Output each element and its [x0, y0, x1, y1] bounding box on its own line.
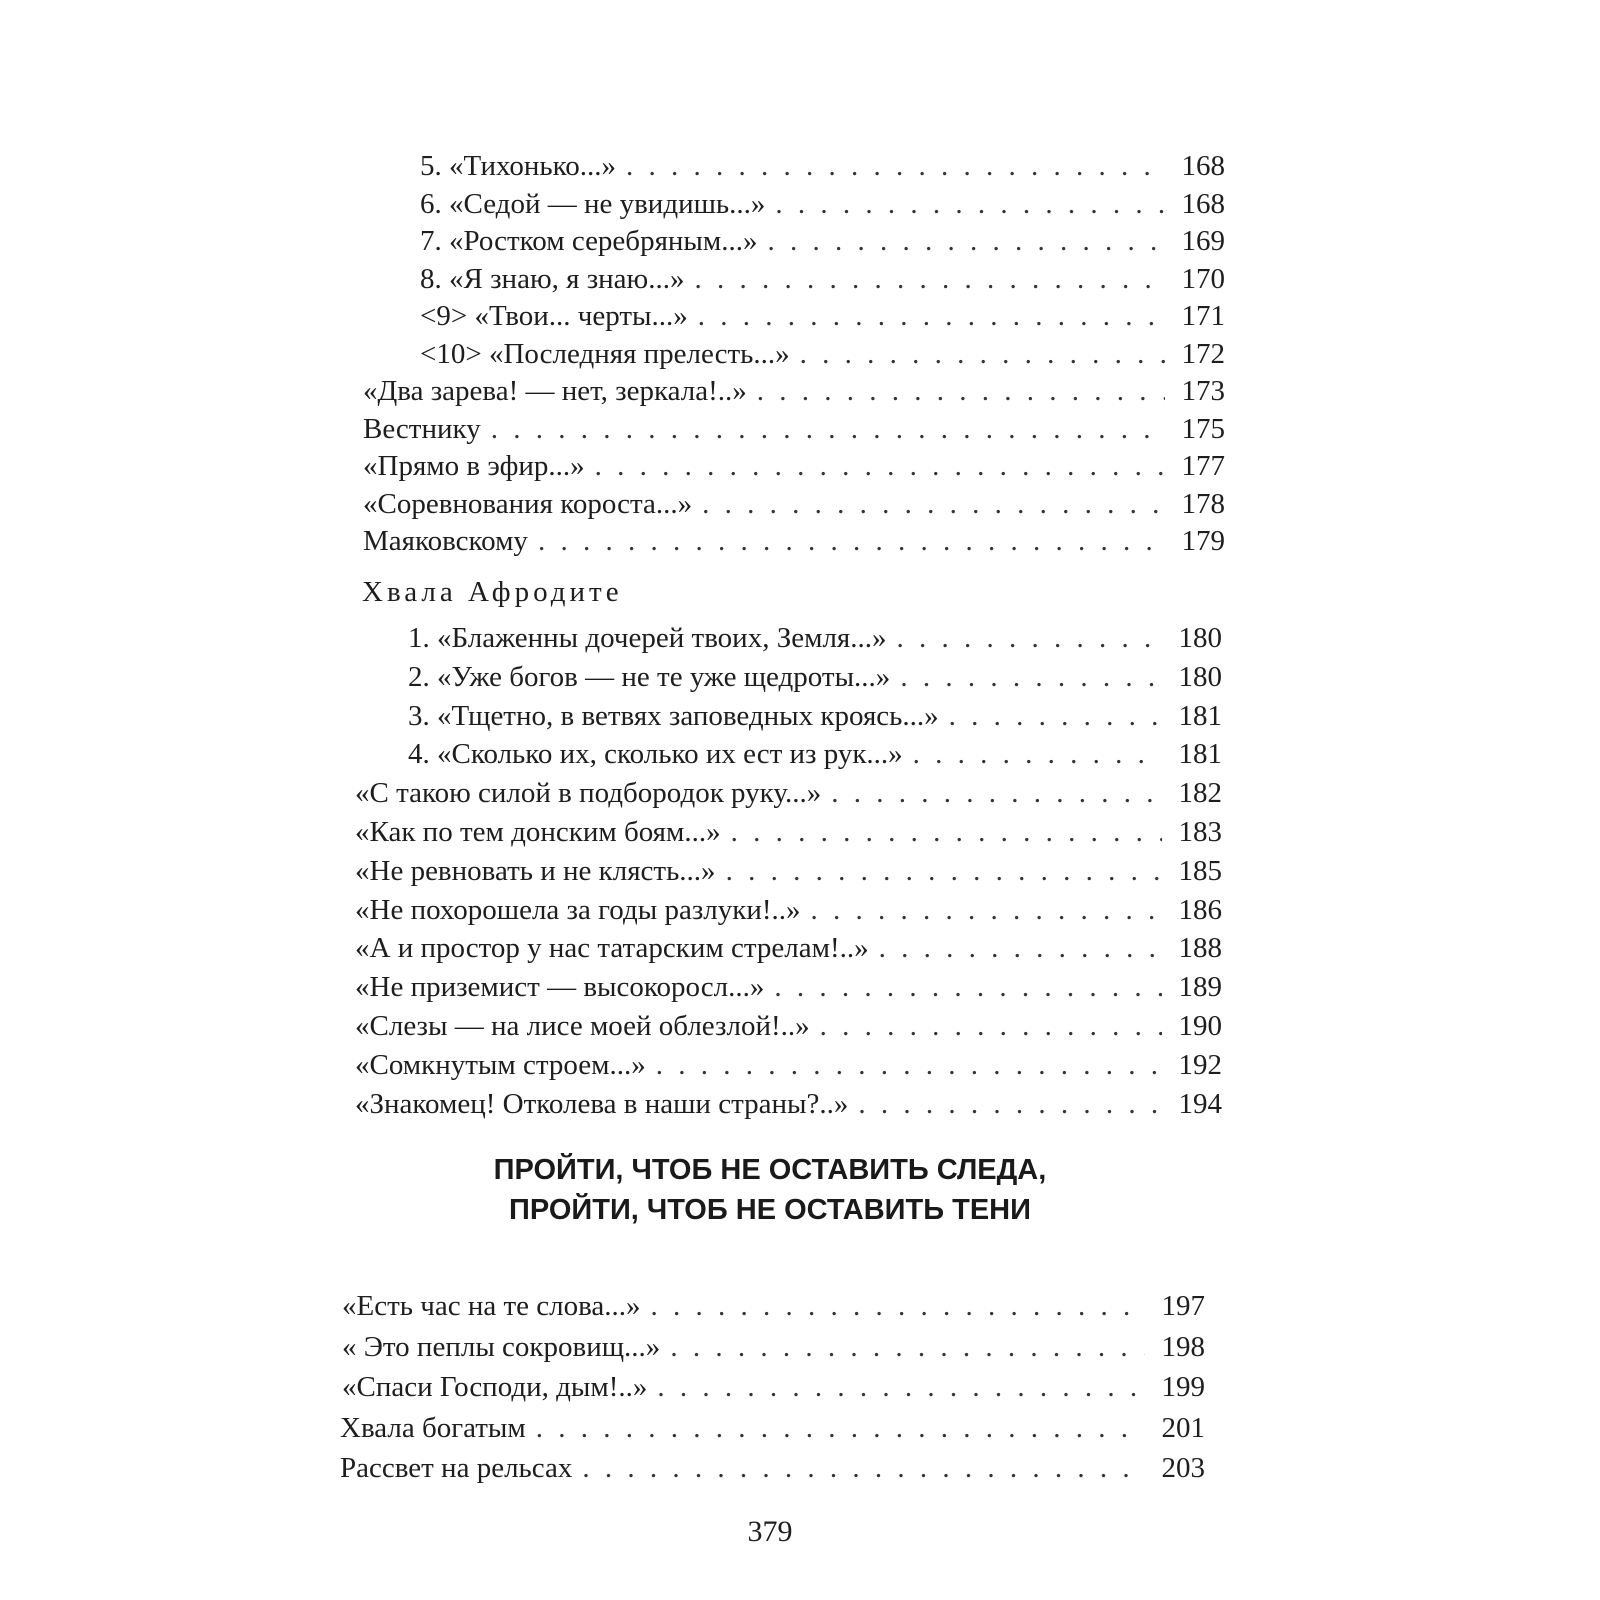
toc-entry-title: 1. «Блаженны дочерей твоих, Земля...» — [408, 622, 887, 654]
toc-entry — [408, 698, 1222, 734]
dot-leader — [897, 620, 1162, 656]
dot-leader — [538, 523, 1165, 559]
toc-entry-page: 186 — [1178, 893, 1222, 926]
toc-entry — [363, 373, 1225, 409]
toc-entry-title: Рассвет на рельсах — [340, 1452, 573, 1484]
toc-entry-page: 180 — [1178, 660, 1222, 693]
toc-entry-title: «Сомкнутым строем...» — [355, 1048, 646, 1081]
dot-leader — [811, 892, 1162, 928]
dot-leader — [657, 1369, 1145, 1405]
toc-entry-title: «Соревнования короста...» — [363, 487, 693, 520]
toc-entry-title: 7. «Ростком серебряным...» — [420, 225, 758, 257]
dot-leader — [858, 1086, 1162, 1122]
toc-entry — [355, 1047, 1222, 1083]
toc-entry-page: 189 — [1178, 971, 1222, 1004]
toc-entry-page: 192 — [1178, 1048, 1222, 1081]
dot-leader — [595, 448, 1165, 484]
subheading-hvala-afrodite: Хвала Афродите — [362, 576, 623, 608]
toc-entry-page: 168 — [1181, 187, 1225, 220]
toc-entry-page: 197 — [1161, 1290, 1205, 1322]
toc-entry-title: «А и простор у нас татарским стрелам!..» — [355, 932, 869, 965]
toc-entry-title: « Это пеплы сокровищ...» — [342, 1330, 661, 1363]
toc-entry-page: 190 — [1178, 1010, 1222, 1042]
dot-leader — [775, 186, 1165, 222]
toc-entry — [363, 411, 1225, 447]
dot-leader — [726, 853, 1162, 889]
toc-entry-title: «Спаси Господи, дым!..» — [342, 1371, 648, 1403]
toc-entry — [355, 775, 1222, 811]
toc-entry — [420, 298, 1225, 334]
toc-entry-page: 182 — [1178, 777, 1222, 810]
section-heading — [360, 1150, 1180, 1230]
toc-entry — [355, 853, 1222, 889]
dot-leader — [536, 1410, 1145, 1446]
toc-entry-title: «Не ревновать и не клясть...» — [355, 854, 716, 887]
toc-entry-title: Маяковскому — [363, 525, 528, 557]
toc-entry-title: Хвала богатым — [340, 1411, 526, 1444]
toc-entry — [420, 223, 1225, 259]
toc-entry-title: «Не похорошела за годы разлуки!..» — [355, 893, 801, 926]
toc-entry-title: <9> «Твои... черты...» — [420, 300, 688, 332]
toc-entry-page: 172 — [1181, 337, 1225, 370]
toc-entry-page: 199 — [1161, 1371, 1205, 1403]
toc-entry — [355, 1008, 1222, 1044]
toc-entry — [355, 1086, 1222, 1122]
dot-leader — [768, 223, 1165, 259]
dot-leader — [656, 1047, 1162, 1083]
toc-entry-page: 171 — [1181, 300, 1225, 332]
toc-entry-title: «С такою силой в подбородок руку...» — [355, 777, 822, 810]
dot-leader — [774, 969, 1162, 1005]
toc-entry — [363, 523, 1225, 559]
toc-entry — [408, 736, 1222, 772]
toc-entry-page: 170 — [1181, 262, 1225, 295]
toc-entry-page: 203 — [1161, 1452, 1205, 1484]
toc-entry-page: 198 — [1161, 1330, 1205, 1363]
toc-entry-page: 194 — [1178, 1087, 1222, 1120]
toc-entry — [342, 1288, 1205, 1324]
toc-entry-page: 181 — [1178, 699, 1222, 732]
toc-entry-page: 168 — [1181, 150, 1225, 182]
toc-entry-page: 179 — [1181, 525, 1225, 557]
toc-entry-title: 2. «Уже богов — не те уже щедроты...» — [408, 660, 891, 693]
page-number: 379 — [747, 1515, 793, 1548]
toc-entry — [340, 1410, 1205, 1446]
section-heading-line-2: ПРОЙТИ, ЧТОБ НЕ ОСТАВИТЬ ТЕНИ — [509, 1194, 1031, 1226]
toc-entry-page: 169 — [1181, 225, 1225, 257]
toc-entry — [408, 659, 1222, 695]
toc-entry — [355, 930, 1222, 966]
toc-entry-page: 177 — [1181, 450, 1225, 482]
toc-entry-title: 6. «Седой — не увидишь...» — [420, 187, 766, 220]
toc-entry-title: «Слезы — на лисе моей облезлой!..» — [355, 1010, 810, 1042]
dot-leader — [670, 1329, 1145, 1365]
dot-leader — [913, 736, 1162, 772]
toc-entry-page: 178 — [1181, 487, 1225, 520]
toc-entry-title: «Два зарева! — нет, зеркала!..» — [363, 375, 747, 407]
toc-entry-page: 180 — [1178, 622, 1222, 654]
toc-entry — [420, 336, 1225, 372]
toc-entry — [363, 448, 1225, 484]
dot-leader — [698, 298, 1165, 334]
dot-leader — [702, 486, 1165, 522]
toc-entry-page: 201 — [1161, 1411, 1205, 1444]
toc-entry-page: 173 — [1181, 375, 1225, 407]
dot-leader — [491, 411, 1165, 447]
toc-entry — [420, 148, 1225, 184]
dot-leader — [879, 930, 1162, 966]
toc-entry-title: 8. «Я знаю, я знаю...» — [420, 262, 685, 295]
toc-entry — [420, 261, 1225, 297]
toc-entry — [342, 1329, 1205, 1365]
toc-entry-title: «Прямо в эфир...» — [363, 450, 585, 482]
dot-leader — [800, 336, 1165, 372]
dot-leader — [949, 698, 1162, 734]
toc-entry-title: «Есть час на те слова...» — [342, 1290, 641, 1322]
toc-entry — [363, 486, 1225, 522]
toc-entry — [408, 620, 1222, 656]
toc-entry-page: 183 — [1178, 816, 1222, 848]
toc-entry — [340, 1450, 1205, 1486]
toc-entry-title: <10> «Последняя прелесть...» — [420, 337, 790, 370]
toc-entry-title: «Как по тем донским боям...» — [355, 816, 721, 848]
toc-entry-title: 5. «Тихонько...» — [420, 150, 617, 182]
dot-leader — [626, 148, 1165, 184]
toc-entry-title: Вестнику — [363, 412, 481, 445]
section-heading-line-1: ПРОЙТИ, ЧТОБ НЕ ОСТАВИТЬ СЛЕДА, — [493, 1154, 1047, 1186]
dot-leader — [731, 814, 1162, 850]
toc-entry-title: «Не приземист — высокоросл...» — [355, 971, 765, 1004]
dot-leader — [694, 261, 1165, 297]
toc-entry — [355, 969, 1222, 1005]
dot-leader — [582, 1450, 1145, 1486]
toc-entry — [342, 1369, 1205, 1405]
toc-entry-page: 175 — [1181, 412, 1225, 445]
dot-leader — [831, 775, 1162, 811]
toc-entry-page: 188 — [1178, 932, 1222, 965]
dot-leader — [757, 373, 1165, 409]
toc-entry-title: 3. «Тщетно, в ветвях заповедных кроясь...» — [408, 699, 939, 732]
toc-entry — [420, 186, 1225, 222]
toc-entry-page: 181 — [1178, 738, 1222, 771]
toc-entry — [355, 892, 1222, 928]
dot-leader — [820, 1008, 1162, 1044]
toc-entry-title: «Знакомец! Отколева в наши страны?..» — [355, 1087, 849, 1120]
toc-entry-title: 4. «Сколько их, сколько их ест из рук...» — [408, 738, 903, 771]
toc-entry — [355, 814, 1222, 850]
dot-leader — [651, 1288, 1145, 1324]
toc-entry-page: 185 — [1178, 854, 1222, 887]
dot-leader — [900, 659, 1162, 695]
